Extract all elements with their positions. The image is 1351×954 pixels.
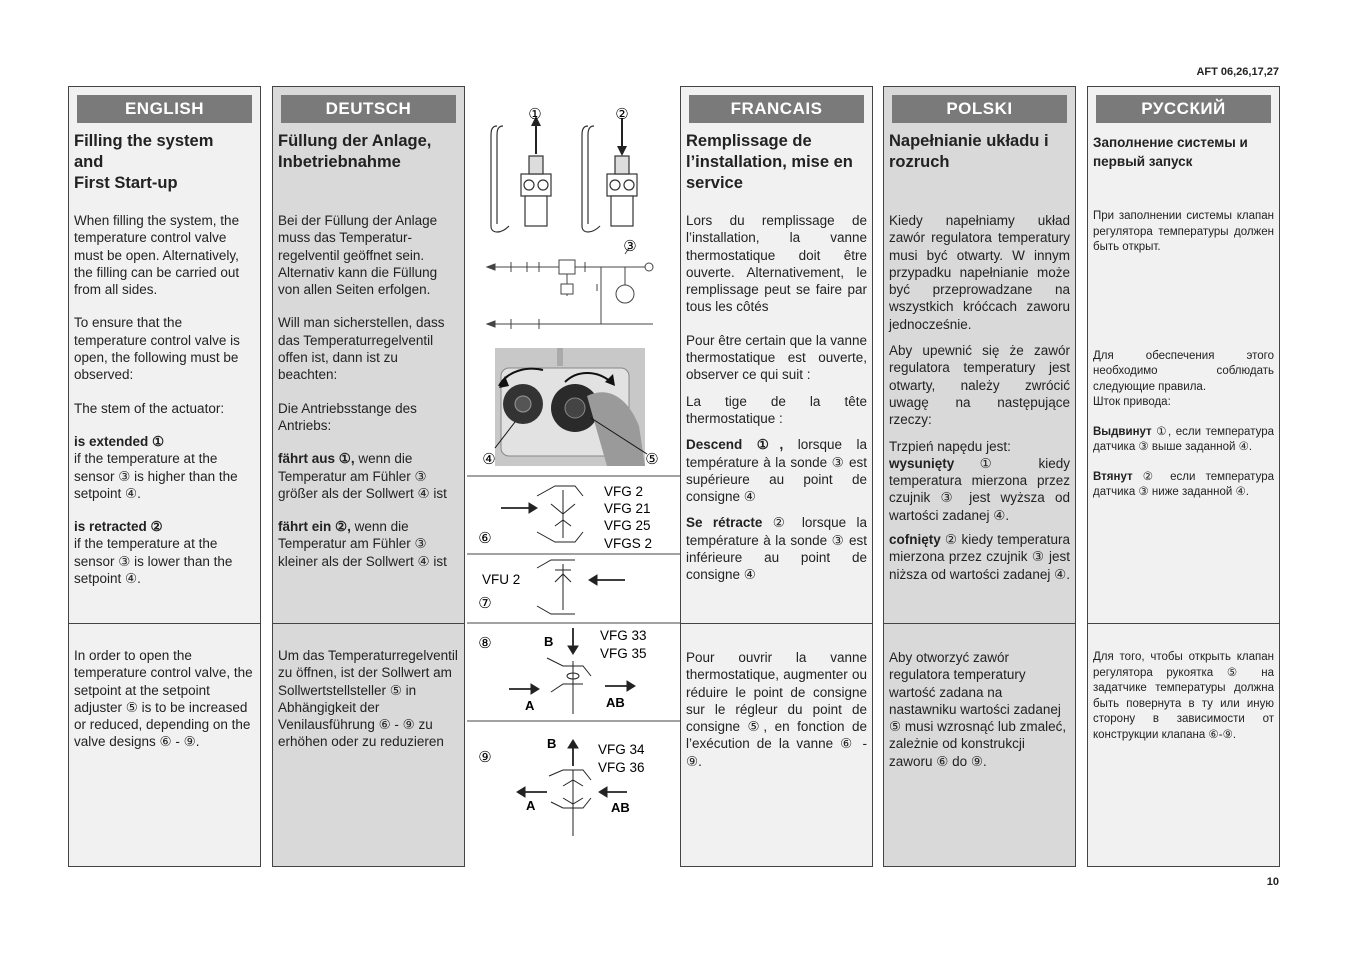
valve-diagrams: [467, 86, 680, 867]
column-header: РУССКИЙ: [1096, 95, 1271, 123]
term-retracted: is retracted ②: [74, 519, 163, 535]
term-retracted: fährt ein ②,: [278, 519, 351, 535]
title-line: l’installation, mise en: [686, 153, 853, 171]
paragraph-text: ② lorsque la température à la sonde ③ est inférieure au point de consigne ④: [686, 515, 868, 583]
paragraph-retracted: [74, 518, 255, 587]
valve-label: VFG 21: [604, 501, 651, 516]
divider: [884, 623, 1075, 624]
valve-label: VFG 25: [604, 518, 651, 533]
piping-schematic: [487, 248, 653, 329]
port-label: A: [526, 798, 536, 813]
valve-label: VFG 33: [600, 628, 647, 643]
marker-4: ④: [482, 451, 496, 468]
port-label: AB: [611, 800, 630, 815]
title-line: Napełnianie układu i: [889, 132, 1049, 150]
paragraph-text: if the temperature at the sensor ③ is higher than the setpoint ④.: [74, 451, 238, 501]
paragraph-text: lorsque la température à la sonde ③ est supérieure au point de consigne ④: [686, 437, 867, 505]
paragraph: Шток привода:: [1093, 396, 1171, 408]
term-retracted: Se rétracte: [686, 515, 763, 531]
paragraph-retracted: [1093, 470, 1274, 501]
paragraph-text: Trzpień napędu jest:: [889, 438, 1011, 454]
column-russian: [1087, 86, 1280, 867]
valve-label: VFGS 2: [604, 536, 653, 551]
title-line: rozruch: [889, 153, 950, 171]
term-retracted: Втянут: [1093, 470, 1133, 483]
figure-panel: [467, 86, 680, 867]
paragraph-text: wenn die Temperatur am Fühler ③ größer als der Sollwert ④ ist: [278, 451, 447, 501]
paragraph-retracted: [889, 531, 1070, 583]
column-english: [68, 86, 261, 867]
actuator-retracted-arrow: [617, 118, 627, 156]
paragraph-text: wenn die Temperatur am Fühler ③ kleiner als der Sollwert ④ ist: [278, 519, 447, 569]
column-polski: [883, 86, 1076, 867]
lower-text: Для того, чтобы открыть клапан регулятора рукоятка ⑤ на задатчике температуры должна быть повернута в ту или иную сторону в зависимости от конструкции клапана ⑥-⑨.: [1093, 651, 1274, 741]
document-code: AFT 06,26,17,27: [1196, 66, 1279, 78]
column-header: DEUTSCH: [281, 95, 456, 123]
paragraph-text: ①, если температура датчика ③ выше заданной ④.: [1093, 425, 1274, 453]
title-line: Füllung der Anlage,: [278, 132, 432, 150]
column-header: POLSKI: [892, 95, 1067, 123]
paragraph: The stem of the actuator:: [74, 400, 225, 416]
paragraph: Will man sicherstellen, dass das Temperaturregelventil offen ist, dann ist zu beachten:: [278, 315, 445, 383]
lower-text: Pour ouvrir la vanne thermostatique, augmenter ou réduire le point de consigne sur le régleur du point de consigne ⑤, en fonction de l’exécution de la vanne ⑥ - ⑨.: [686, 650, 867, 769]
instruction-text: [889, 212, 1070, 599]
paragraph-text: if the temperature at the sensor ③ is lower than the setpoint ④.: [74, 536, 233, 587]
paragraph-text: ② kiedy temperatura mierzona przez czujnik ③ jest niższa od wartości zadanej ④.: [889, 532, 1070, 582]
paragraph-retracted: [686, 514, 867, 583]
paragraph-retracted: [278, 518, 459, 570]
valve-label: VFG 2: [604, 484, 644, 499]
paragraph: Для обеспечения этого необходимо соблюдать следующие правила.: [1093, 349, 1274, 393]
setpoint-adjuster-photo: [495, 348, 647, 466]
lower-text: Um das Temperaturregelventil zu öffnen, ist der Sollwert am Sollwertstellsteller ⑤ in Abhängigkeit der Venilausführung ⑥ - ⑨ zu erhöhen oder zu reduzieren: [278, 648, 458, 750]
paragraph: При заполнении системы клапан регулятора температуры должен быть открыт.: [1093, 210, 1274, 253]
divider: [681, 623, 872, 624]
actuator-retracted-drawing: [582, 126, 637, 232]
paragraph: Kiedy napełniamy układ zawór regulatora temperatury musi być otwarty. W innym przypadku napełnianie może być przeprowadzane na wszystkich króćcach zaworu jednocześnie.: [889, 213, 1070, 332]
paragraph-extended: [889, 438, 1070, 524]
paragraph: When filling the system, the temperature control valve must be open. Alternatively, the filling can be carried out from all sides.: [74, 213, 240, 298]
marker-2: ②: [615, 106, 629, 123]
marker-3: ③: [623, 238, 637, 255]
section-title: [1093, 133, 1274, 171]
port-label: B: [544, 634, 554, 649]
instruction-text: [686, 212, 867, 600]
paragraph-extended: [278, 450, 459, 502]
term-extended: wysunięty: [889, 455, 955, 471]
lower-text: In order to open the temperature control valve, the setpoint at the setpoint adjuster ⑤ is to be increased or reduced, depending on the valve designs ⑥ - ⑨.: [74, 648, 253, 750]
divider: [69, 623, 260, 624]
title-line: Заполнение системы и: [1093, 135, 1248, 150]
paragraph-text: ① kiedy temperatura mierzona przez czujnik ③ jest wyższa od wartości zadanej ④.: [889, 455, 1070, 523]
instruction-text: [1093, 209, 1274, 515]
term-extended: fährt aus ①,: [278, 451, 355, 467]
paragraph: Bei der Füllung der Anlage muss das Temperatur-regelventil geöffnet sein. Alternativ kann die Füllung von allen Seiten erfolgen.: [278, 213, 438, 298]
paragraph: Lors du remplissage de l’installation, la vanne thermostatique doit être ouverte. Alternativement, le remplissage peut se faire par tous les côtés: [686, 213, 867, 315]
title-line: Filling the system: [74, 132, 214, 150]
valve-label: VFG 34: [598, 742, 645, 757]
marker-9: ⑨: [478, 749, 492, 766]
marker-6: ⑥: [478, 530, 492, 547]
term-extended: Descend ①,: [686, 437, 784, 453]
column-header: FRANCAIS: [689, 95, 864, 123]
actuator-extended-drawing: [491, 126, 551, 232]
port-label: B: [547, 736, 557, 751]
title-line: First Start-up: [74, 174, 178, 192]
port-label: A: [525, 698, 535, 713]
paragraph: La tige de la tête thermostatique :: [686, 393, 867, 426]
paragraph-extended: [1093, 425, 1274, 456]
column-header: ENGLISH: [77, 95, 252, 123]
lower-text: Aby otworzyć zawór regulatora temperatury wartość zadana na nastawniku wartości zadanej ⑤ musi wzrosnąć lub zmaleć, zależnie od konstrukcji zaworu ⑥ do ⑨.: [889, 650, 1067, 769]
marker-1: ①: [528, 106, 542, 123]
valve-symbol-7: [537, 560, 625, 614]
column-deutsch: [272, 86, 465, 867]
column-francais: [680, 86, 873, 867]
paragraph-extended: [74, 433, 255, 502]
divider: [1088, 623, 1279, 624]
title-line: Remplissage de: [686, 132, 812, 150]
paragraph: Aby upewnić się że zawór regulatora temperatury jest otwarty, należy zwrócić uwagę na następujące rzeczy:: [889, 343, 1070, 428]
valve-label: VFU 2: [482, 572, 521, 587]
title-line: Inbetriebnahme: [278, 153, 401, 171]
section-title: [686, 131, 867, 194]
term-retracted: cofnięty: [889, 532, 941, 548]
section-title: [278, 131, 459, 173]
section-title: [74, 131, 255, 194]
instruction-text: [74, 212, 255, 603]
section-title: [889, 131, 1070, 173]
marker-5: ⑤: [645, 451, 659, 468]
paragraph-text: ② если температура датчика ③ ниже заданной ④.: [1093, 470, 1274, 498]
port-label: AB: [606, 695, 625, 710]
marker-8: ⑧: [478, 635, 492, 652]
term-extended: Выдвинут: [1093, 425, 1152, 438]
valve-symbol-6: [501, 486, 583, 542]
valve-label: VFG 36: [598, 760, 645, 775]
title-line: service: [686, 174, 743, 192]
paragraph: To ensure that the temperature control valve is open, the following must be observed:: [74, 315, 240, 383]
paragraph-extended: [686, 436, 867, 505]
divider: [273, 623, 464, 624]
instruction-text: [278, 212, 459, 586]
page-number: 10: [1266, 876, 1279, 888]
paragraph: Pour être certain que la vanne thermostatique est ouverte, observer ce qui suit :: [686, 332, 867, 383]
paragraph: Die Antriebsstange des Antriebs:: [278, 400, 417, 433]
marker-7: ⑦: [478, 595, 492, 612]
term-extended: is extended ①: [74, 433, 165, 449]
title-line: and: [74, 153, 104, 171]
title-line: первый запуск: [1093, 154, 1193, 169]
valve-label: VFG 35: [600, 646, 647, 661]
